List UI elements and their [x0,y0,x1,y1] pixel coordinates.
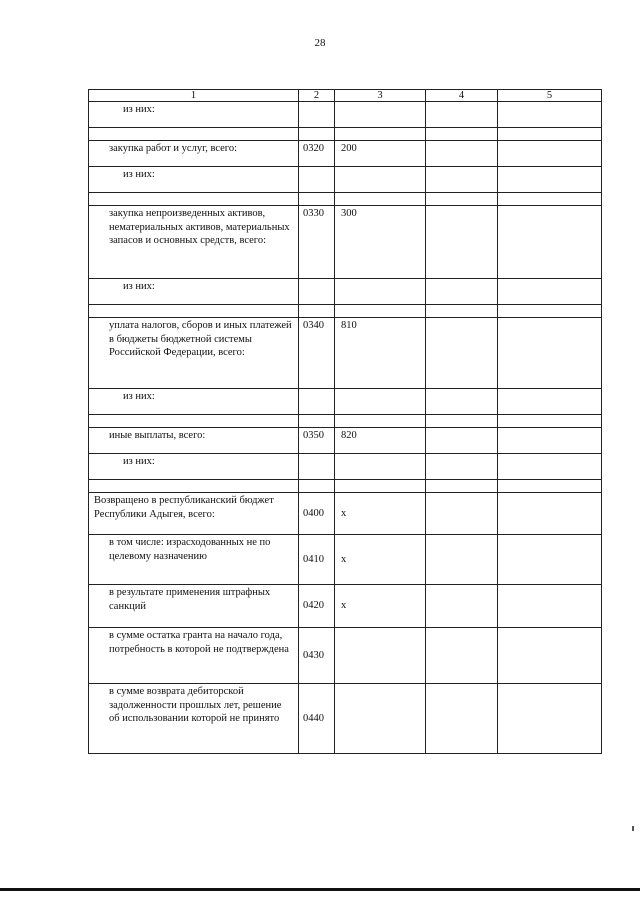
row-value-col4 [426,585,498,628]
header-row [89,90,602,102]
row-value-col5 [498,102,602,128]
row-code: 0400 [299,493,335,535]
table-row [89,279,602,305]
row-value-col3: х [335,493,426,535]
row-label [89,128,299,141]
row-value-col5 [498,493,602,535]
table-row [89,535,602,585]
row-value-col5 [498,167,602,193]
row-value-col5 [498,480,602,493]
row-value-col4 [426,193,498,206]
row-code: 0430 [299,628,335,684]
table-row [89,167,602,193]
scan-mark [632,826,634,831]
row-label: из них: [89,389,299,415]
row-value-col5 [498,428,602,454]
table-row [89,628,602,684]
row-value-col3: х [335,535,426,585]
row-value-col5 [498,305,602,318]
row-code [299,102,335,128]
report-table [88,89,602,754]
row-code: 0410 [299,535,335,585]
row-value-col3: 300 [335,206,426,279]
row-label [89,480,299,493]
row-value-col4 [426,279,498,305]
row-value-col3 [335,102,426,128]
row-label [89,193,299,206]
row-code [299,167,335,193]
row-code [299,305,335,318]
row-value-col5 [498,193,602,206]
row-value-col3: х [335,585,426,628]
row-code [299,193,335,206]
table-row [89,389,602,415]
row-value-col5 [498,535,602,585]
header-col-5: 5 [498,90,602,102]
table-row [89,684,602,754]
row-code: 0350 [299,428,335,454]
row-code [299,279,335,305]
row-value-col5 [498,318,602,389]
row-value-col5 [498,454,602,480]
row-value-col5 [498,389,602,415]
row-value-col4 [426,167,498,193]
row-value-col5 [498,128,602,141]
row-code [299,454,335,480]
row-value-col3 [335,628,426,684]
row-value-col3 [335,167,426,193]
row-code [299,389,335,415]
row-label: закупка непроизведенных активов, нематериальных активов, материальных запасов и основных средств, всего: [89,206,299,279]
table-body [89,102,602,754]
row-code [299,415,335,428]
row-value-col3 [335,684,426,754]
row-value-col5 [498,628,602,684]
row-label: в сумме возврата дебиторской задолженности прошлых лет, решение об использовании которой не принято [89,684,299,754]
row-value-col4 [426,415,498,428]
row-label: в результате применения штрафных санкций [89,585,299,628]
row-label: из них: [89,102,299,128]
row-value-col5 [498,684,602,754]
table-row [89,206,602,279]
row-code: 0340 [299,318,335,389]
table-row [89,415,602,428]
row-value-col4 [426,535,498,585]
row-value-col5 [498,141,602,167]
row-value-col3 [335,193,426,206]
row-value-col4 [426,454,498,480]
row-value-col3 [335,389,426,415]
row-value-col4 [426,389,498,415]
table-row [89,428,602,454]
row-label: уплата налогов, сборов и иных платежей в бюджеты бюджетной системы Российской Федерации, всего: [89,318,299,389]
row-label [89,415,299,428]
row-value-col3 [335,128,426,141]
row-value-col4 [426,493,498,535]
row-value-col4 [426,428,498,454]
table-row [89,480,602,493]
row-label [89,305,299,318]
row-value-col4 [426,318,498,389]
row-value-col4 [426,628,498,684]
table-row [89,128,602,141]
table-row [89,454,602,480]
row-value-col4 [426,102,498,128]
row-label: в сумме остатка гранта на начало года, потребность в которой не подтверждена [89,628,299,684]
row-code: 0420 [299,585,335,628]
row-label: из них: [89,454,299,480]
row-value-col5 [498,206,602,279]
row-value-col3 [335,305,426,318]
row-value-col4 [426,305,498,318]
header-col-4: 4 [426,90,498,102]
row-value-col5 [498,279,602,305]
row-value-col5 [498,585,602,628]
row-value-col3 [335,415,426,428]
table-row [89,193,602,206]
table-row [89,305,602,318]
table-row [89,493,602,535]
row-value-col3: 820 [335,428,426,454]
row-value-col3 [335,480,426,493]
row-label: из них: [89,279,299,305]
row-code: 0330 [299,206,335,279]
row-label: закупка работ и услуг, всего: [89,141,299,167]
row-value-col4 [426,141,498,167]
row-code: 0440 [299,684,335,754]
row-value-col4 [426,128,498,141]
scan-edge-bar [0,888,640,891]
row-code [299,480,335,493]
row-value-col4 [426,480,498,493]
row-value-col3: 200 [335,141,426,167]
row-code: 0320 [299,141,335,167]
row-value-col4 [426,684,498,754]
page-number: 28 [314,37,326,49]
row-value-col3: 810 [335,318,426,389]
row-value-col5 [498,415,602,428]
row-value-col3 [335,454,426,480]
row-label: Возвращено в республиканский бюджет Республики Адыгея, всего: [89,493,299,535]
table-row [89,141,602,167]
row-value-col4 [426,206,498,279]
row-value-col3 [335,279,426,305]
row-label: иные выплаты, всего: [89,428,299,454]
row-code [299,128,335,141]
table-row [89,585,602,628]
row-label: в том числе: израсходованных не по целевому назначению [89,535,299,585]
row-label: из них: [89,167,299,193]
header-col-3: 3 [335,90,426,102]
table-row [89,318,602,389]
header-col-1: 1 [89,90,299,102]
header-col-2: 2 [299,90,335,102]
table-row [89,102,602,128]
